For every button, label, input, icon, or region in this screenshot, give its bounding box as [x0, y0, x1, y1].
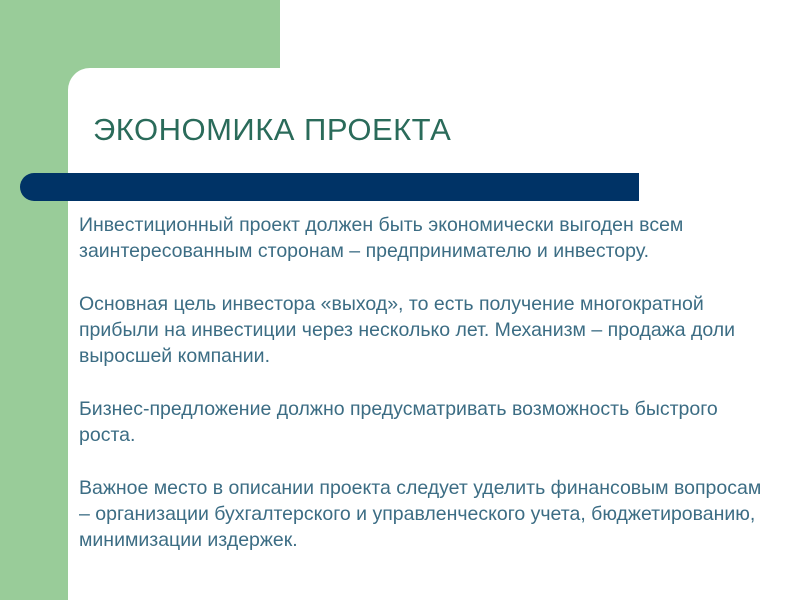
body-paragraph: Основная цель инвестора «выход», то есть получение многократной прибыли на инвестиции через несколько лет. Механизм – продажа доли выросшей компании.: [79, 293, 736, 367]
body-paragraph: Важное место в описании проекта следует уделить финансовым вопросам – организации бухгалтерского и управленческого учета, бюджетированию, минимизации издержек.: [79, 477, 762, 551]
body-paragraph: Бизнес-предложение должно предусматривать возможность быстрого роста.: [79, 398, 718, 446]
slide-title: ЭКОНОМИКА ПРОЕКТА: [93, 112, 452, 147]
title-underline-bar: [20, 173, 639, 201]
body-paragraph: Инвестиционный проект должен быть экономически выгоден всем заинтересованным сторонам – предпринимателю и инвестору.: [79, 214, 684, 262]
slide-body: [79, 212, 769, 580]
